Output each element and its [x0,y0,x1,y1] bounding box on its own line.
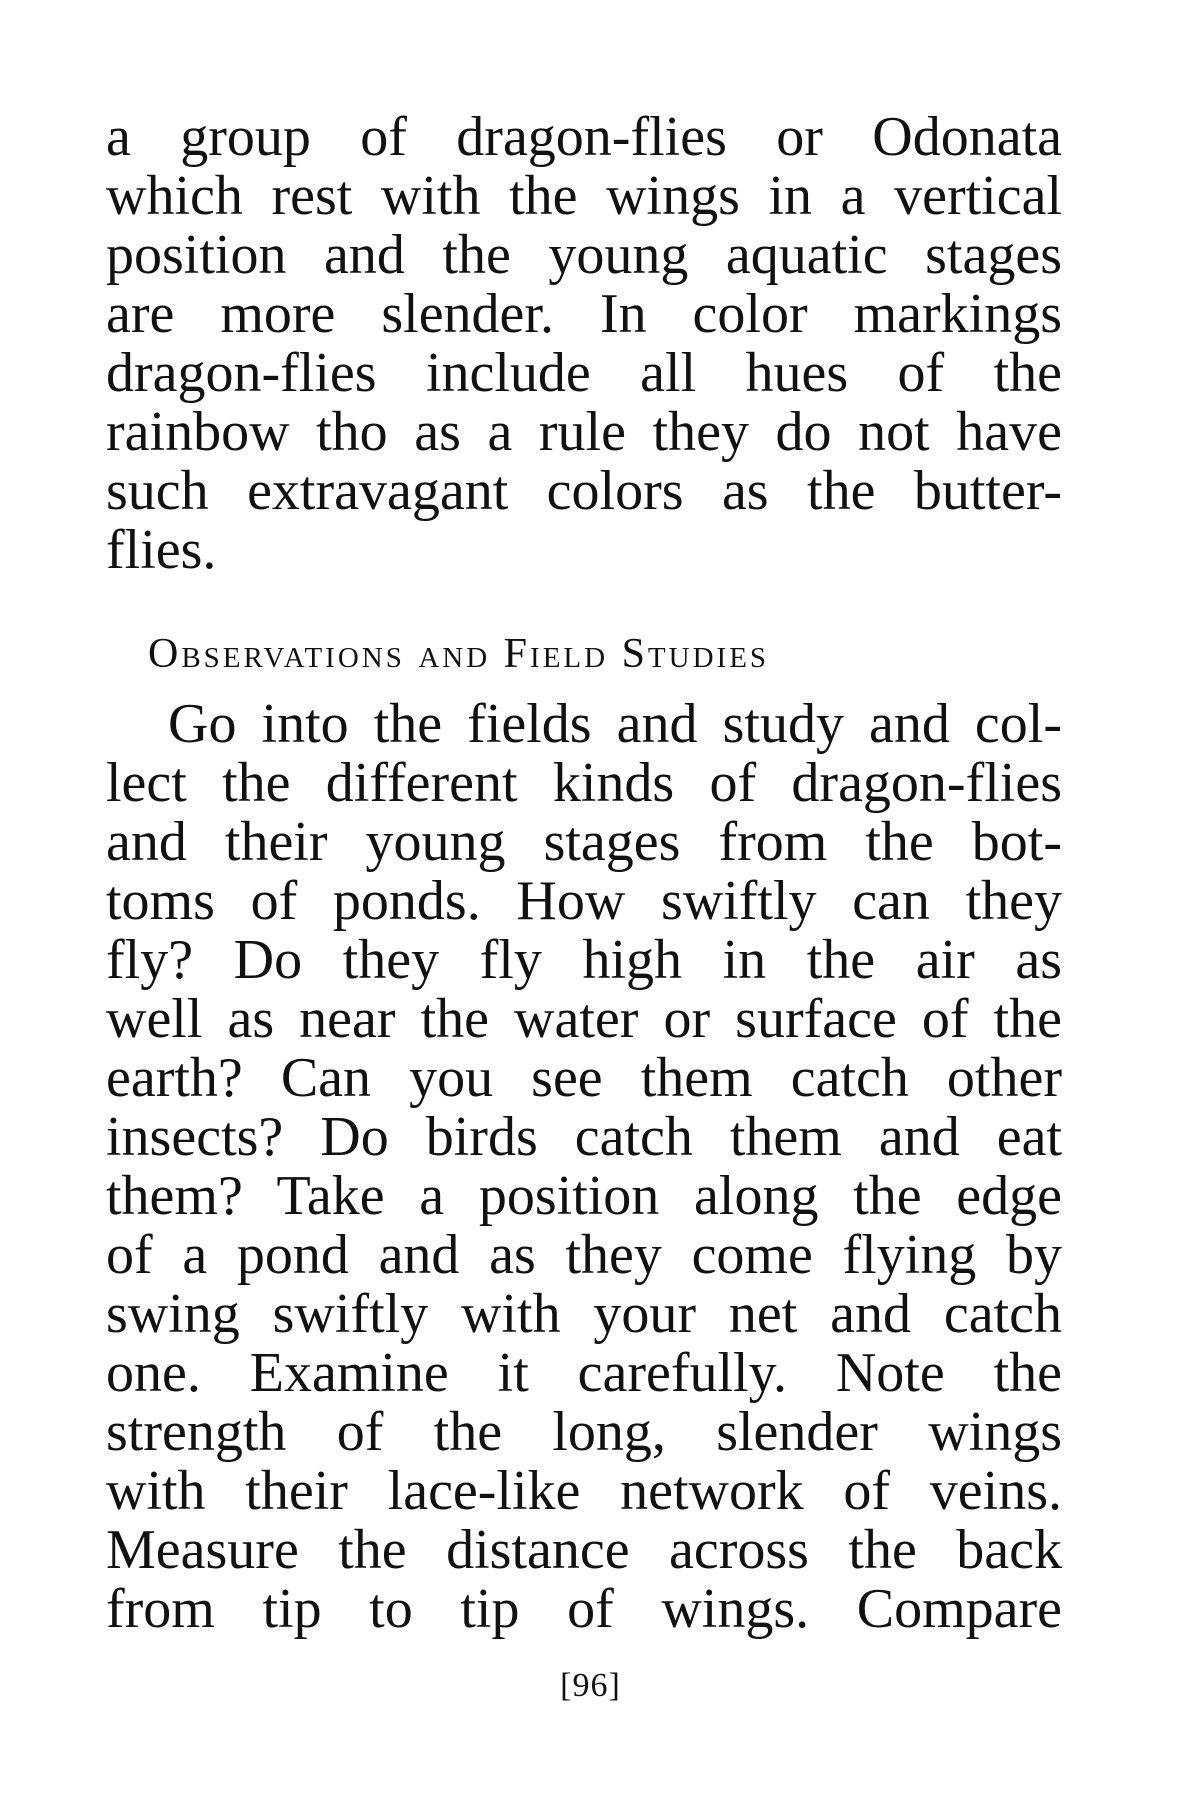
text-line: and their young stages from the bot- [106,811,1062,873]
page-number: [96] [560,1667,621,1704]
text-line: are more slender. In color markings [106,283,1062,345]
text-line: such extravagant colors as the butter- [106,460,1062,522]
text-line: toms of ponds. How swiftly can they [106,870,1062,932]
text-line: Go into the fields and study and col- [168,693,1062,755]
text-line: Measure the distance across the back [106,1519,1062,1581]
text-line: well as near the water or surface of the [106,988,1062,1050]
text-line: position and the young aquatic stages [106,224,1062,286]
text-line: of a pond and as they come flying by [106,1224,1062,1286]
text-line: a group of dragon-flies or Odonata [106,106,1062,168]
paragraph-dragon-fly-description [106,108,1062,580]
text-line: strength of the long, slender wings [106,1401,1062,1463]
text-line: swing swiftly with your net and catch [106,1283,1062,1345]
text-line: rainbow tho as a rule they do not have [106,401,1062,463]
text-line: with their lace-like network of veins. [106,1460,1062,1522]
text-line: flies. [106,519,217,581]
text-line: one. Examine it carefully. Note the [106,1342,1062,1404]
paragraph-field-studies [106,695,1062,1639]
text-line: insects? Do birds catch them and eat [106,1106,1062,1168]
text-line: dragon-flies include all hues of the [106,342,1062,404]
section-heading: Observations and Field Studies [148,631,770,677]
text-line: from tip to tip of wings. Compare [106,1578,1062,1640]
text-line: fly? Do they fly high in the air as [106,929,1062,991]
text-line: earth? Can you see them catch other [106,1047,1062,1109]
text-line: which rest with the wings in a vertical [106,165,1062,227]
text-line: them? Take a position along the edge [106,1165,1062,1227]
text-line: lect the different kinds of dragon-flies [106,752,1062,814]
